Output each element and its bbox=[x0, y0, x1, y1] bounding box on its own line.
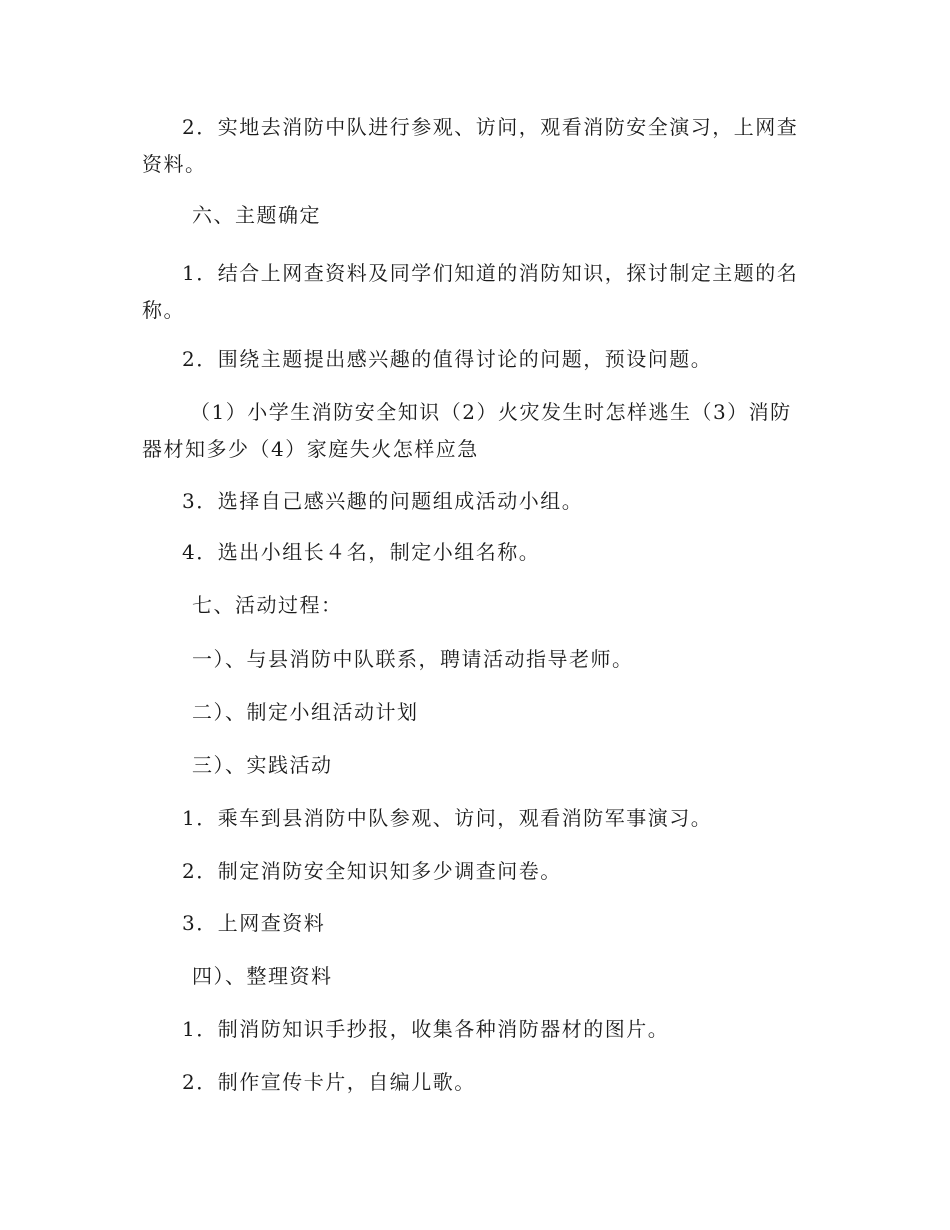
paragraph-step-three: 三）、实践活动 bbox=[192, 753, 333, 777]
paragraph-groups: 3．选择自己感兴趣的问题组成活动小组。 bbox=[182, 489, 584, 513]
paragraph-visit-drill: 1．乘车到县消防中队参观、访问，观看消防军事演习。 bbox=[182, 806, 713, 830]
paragraph-step-four: 四）、整理资料 bbox=[192, 964, 333, 988]
paragraph-handwritten-newspaper: 1．制消防知识手抄报，收集各种消防器材的图片。 bbox=[182, 1017, 670, 1041]
heading-activity-process: 七、活动过程： bbox=[192, 593, 343, 617]
paragraph-theme-name: 1．结合上网查资料及同学们知道的消防知识，探讨制定主题的名称。 bbox=[142, 261, 799, 322]
paragraph-step-one: 一）、与县消防中队联系，聘请活动指导老师。 bbox=[192, 647, 634, 671]
paragraph-cards-songs: 2．制作宣传卡片，自编儿歌。 bbox=[182, 1070, 476, 1094]
paragraph-step-two: 二）、制定小组活动计划 bbox=[192, 700, 419, 724]
paragraph-leaders: 4．选出小组长４名，制定小组名称。 bbox=[182, 540, 541, 564]
paragraph-questions: 2．围绕主题提出感兴趣的值得讨论的问题，预设问题。 bbox=[182, 347, 713, 371]
heading-theme: 六、主题确定 bbox=[192, 203, 321, 227]
paragraph-field-visit: 2．实地去消防中队进行参观、访问，观看消防安全演习，上网查资料。 bbox=[142, 115, 799, 176]
paragraph-online-research: 3．上网查资料 bbox=[182, 911, 326, 935]
paragraph-survey: 2．制定消防安全知识知多少调查问卷。 bbox=[182, 859, 562, 883]
paragraph-question-list: （1）小学生消防安全知识（2）火灾发生时怎样逃生（3）消防器材知多少（4）家庭失火怎样应急 bbox=[142, 400, 792, 461]
